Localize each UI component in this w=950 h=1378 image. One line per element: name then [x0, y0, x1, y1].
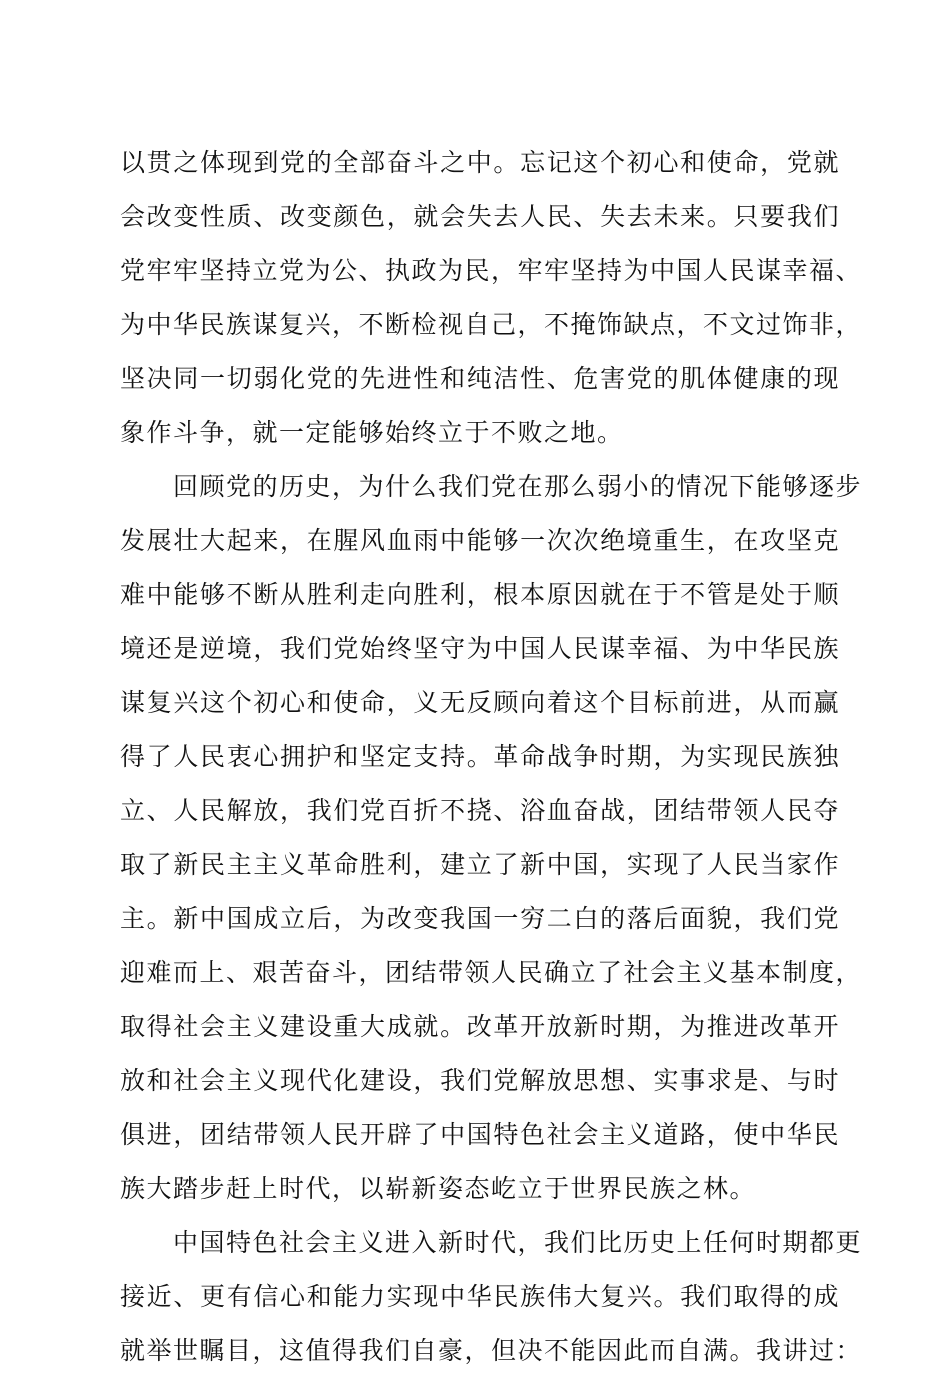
text-line: 坚决同一切弱化党的先进性和纯洁性、危害党的肌体健康的现	[120, 364, 840, 393]
text-line: 为中华民族谋复兴，不断检视自己，不掩饰缺点，不文过饰非，	[120, 310, 863, 339]
text-line: 接近、更有信心和能力实现中华民族伟大复兴。我们取得的成	[120, 1282, 840, 1311]
text-line: 谋复兴这个初心和使命，义无反顾向着这个目标前进，从而赢	[120, 688, 840, 717]
body-text	[120, 136, 863, 1378]
text-line: 难中能够不断从胜利走向胜利，根本原因就在于不管是处于顺	[120, 580, 840, 609]
text-line: 发展壮大起来，在腥风血雨中能够一次次绝境重生，在攻坚克	[120, 526, 840, 555]
text-line: 中国特色社会主义进入新时代，我们比历史上任何时期都更	[120, 1228, 863, 1257]
text-line: 象作斗争，就一定能够始终立于不败之地。	[120, 418, 624, 447]
text-line: 以贯之体现到党的全部奋斗之中。忘记这个初心和使命，党就	[120, 148, 840, 177]
text-line: 俱进，团结带领人民开辟了中国特色社会主义道路，使中华民	[120, 1120, 840, 1149]
text-line: 会改变性质、改变颜色，就会失去人民、失去未来。只要我们	[120, 202, 840, 231]
text-line: 取了新民主主义革命胜利，建立了新中国，实现了人民当家作	[120, 850, 840, 879]
text-line: 迎难而上、艰苦奋斗，团结带领人民确立了社会主义基本制度，	[120, 958, 863, 987]
text-line: 族大踏步赶上时代，以崭新姿态屹立于世界民族之林。	[120, 1174, 757, 1203]
text-line: 党牢牢坚持立党为公、执政为民，牢牢坚持为中国人民谋幸福、	[120, 256, 863, 285]
text-line: 取得社会主义建设重大成就。改革开放新时期，为推进改革开	[120, 1012, 840, 1041]
text-line: 境还是逆境，我们党始终坚守为中国人民谋幸福、为中华民族	[120, 634, 840, 663]
text-line: 立、人民解放，我们党百折不挠、浴血奋战，团结带领人民夺	[120, 796, 840, 825]
text-line: 放和社会主义现代化建设，我们党解放思想、实事求是、与时	[120, 1066, 840, 1095]
text-line: 得了人民衷心拥护和坚定支持。革命战争时期，为实现民族独	[120, 742, 840, 771]
text-line: 就举世瞩目，这值得我们自豪，但决不能因此而自满。我讲过：	[120, 1336, 863, 1365]
text-line: 主。新中国成立后，为改变我国一穷二白的落后面貌，我们党	[120, 904, 840, 933]
text-line: 回顾党的历史，为什么我们党在那么弱小的情况下能够逐步	[120, 472, 863, 501]
